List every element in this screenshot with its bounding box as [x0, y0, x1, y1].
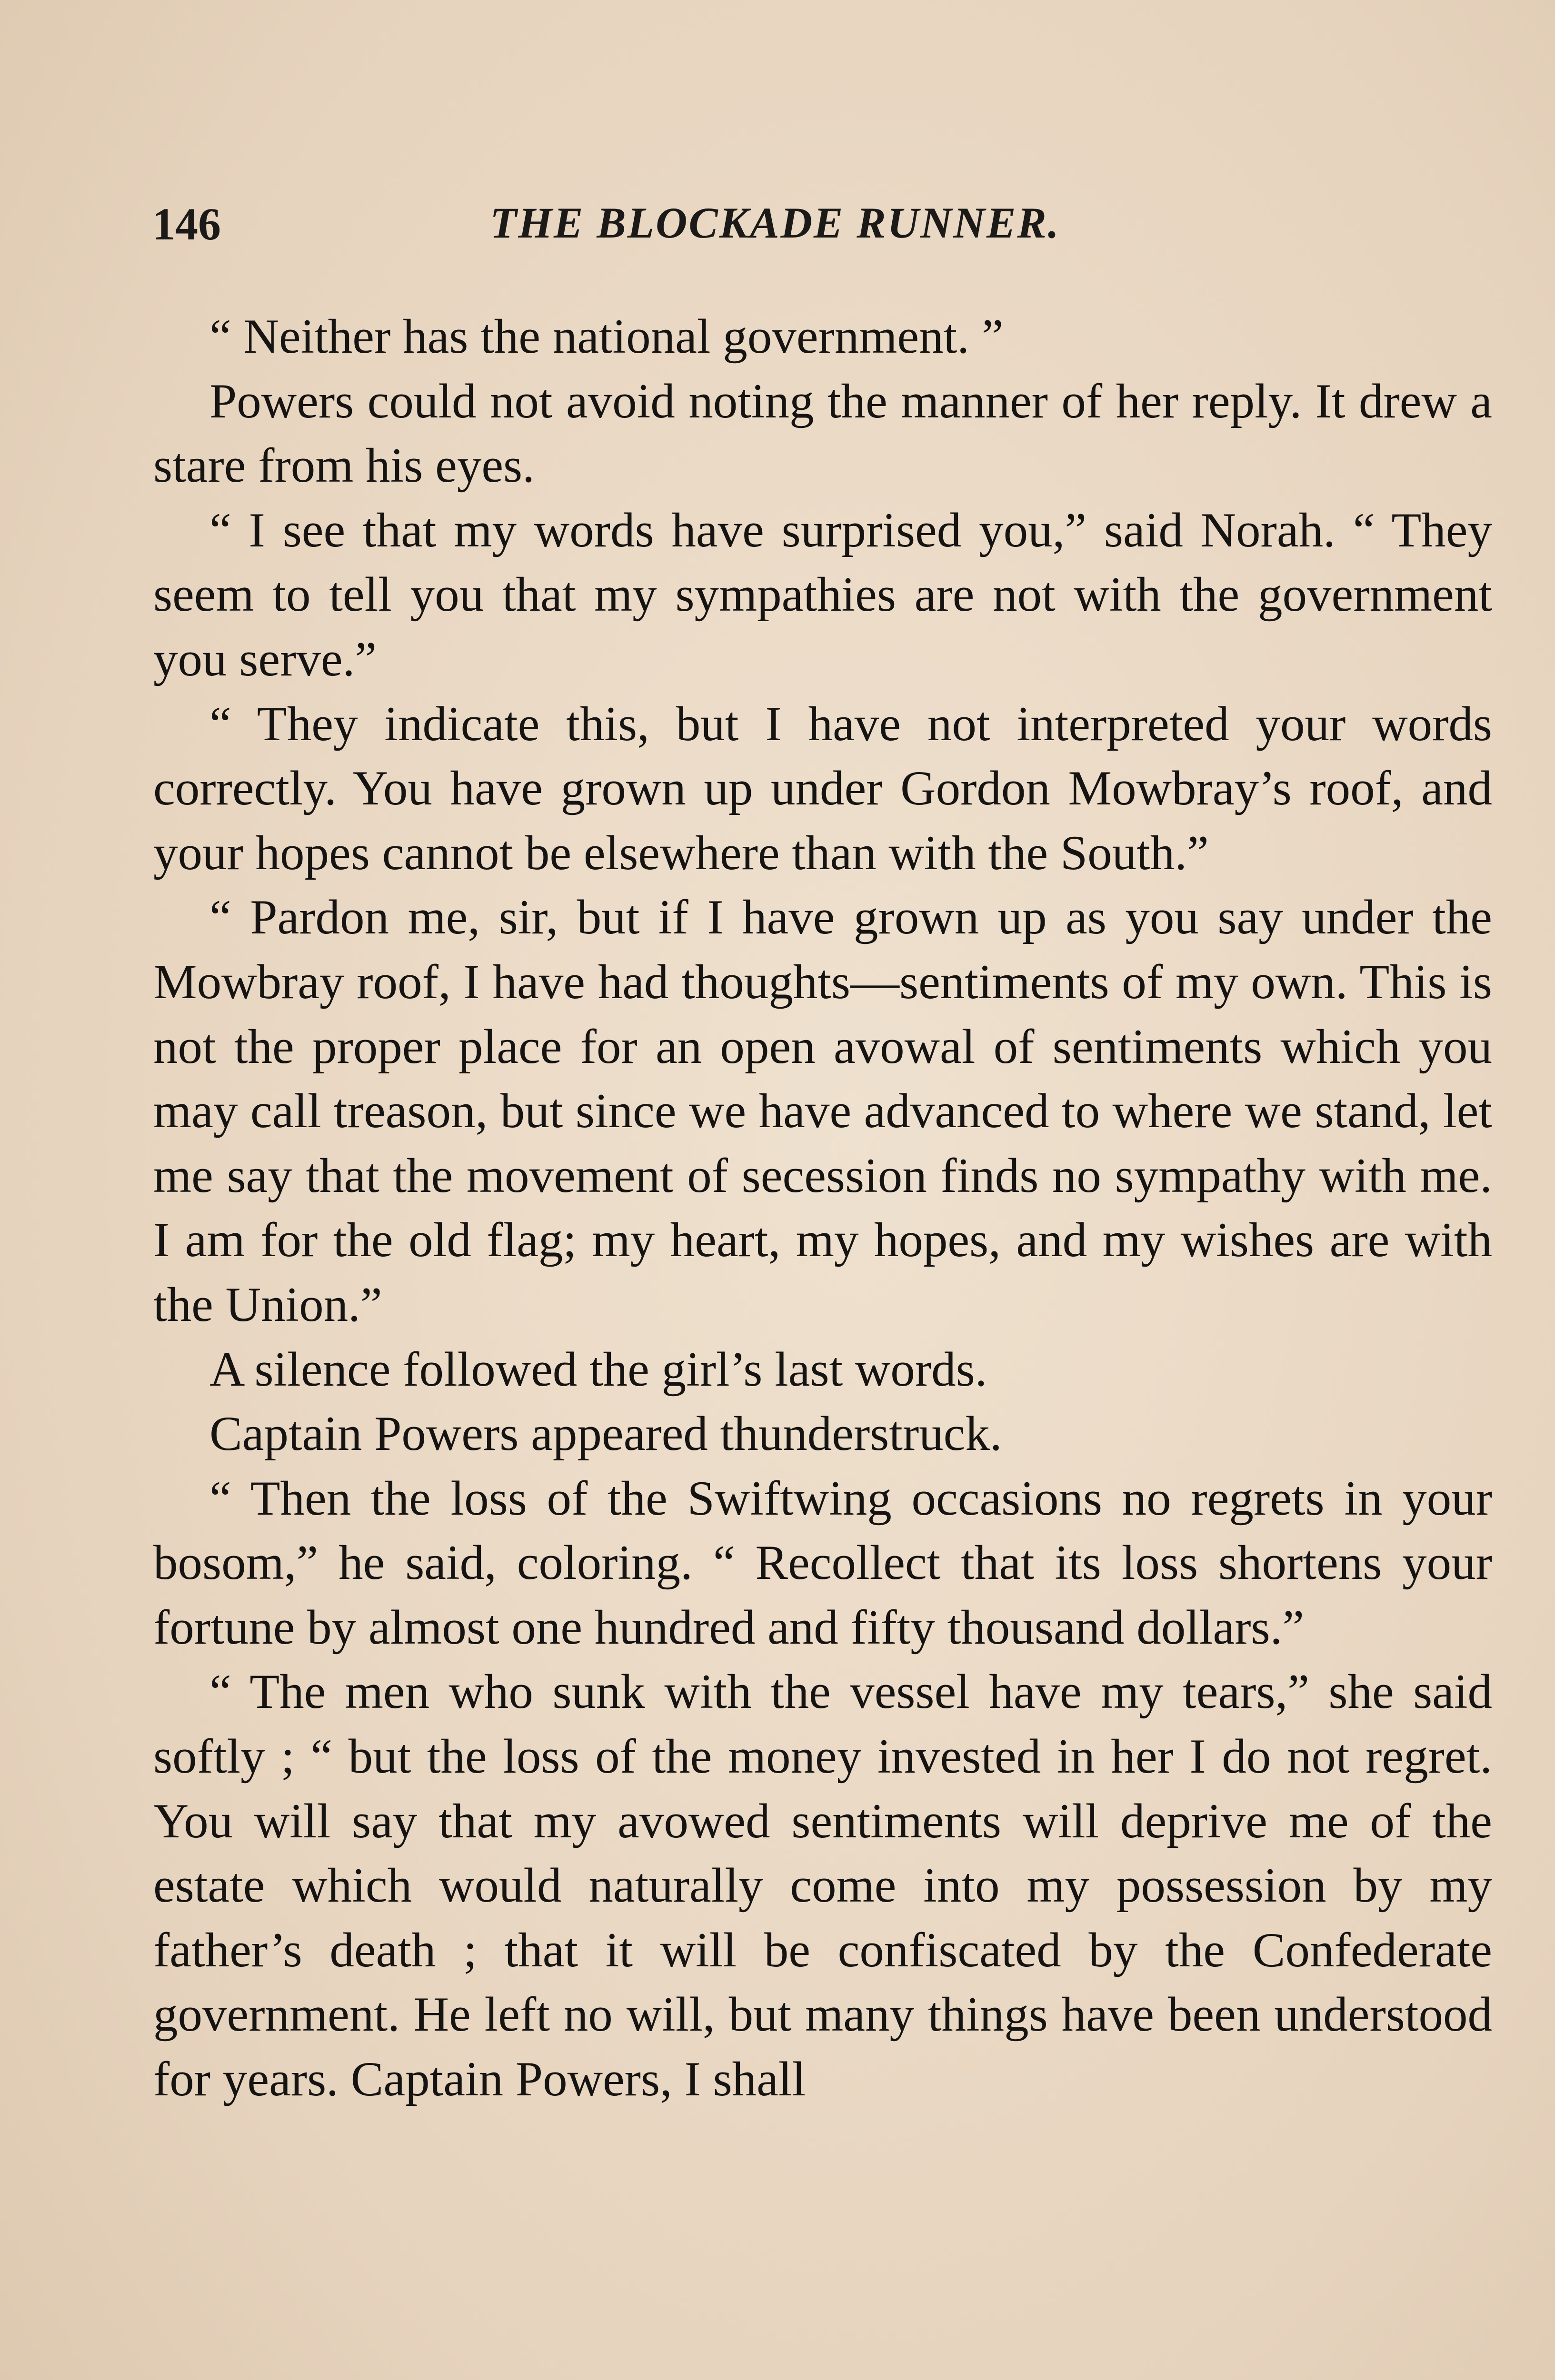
paragraph: “ I see that my words have surprised you,” said Norah. “ They seem to tell you that my sympathies are not with the government you serve.”: [153, 503, 1492, 686]
paragraph: “ Then the loss of the Swiftwing occasions no regrets in your bosom,” he said, coloring. “ Recollect that its loss shortens your fortune by almost one hundred and fifty thousand dollars.”: [153, 1471, 1492, 1655]
page-number: 146: [152, 198, 221, 249]
paragraph: Powers could not avoid noting the manner of her reply. It drew a stare from his eyes.: [153, 374, 1492, 493]
paragraph: Captain Powers appeared thunderstruck.: [209, 1407, 1002, 1461]
body-text: [153, 305, 1492, 2112]
paragraph: A silence followed the girl’s last words.: [209, 1342, 987, 1397]
paragraph: “ The men who sunk with the vessel have my tears,” she said softly ; “ but the loss of the money invested in her I do not regret. You will say that my avowed sentiments will deprive me of the estate which would naturally come into my possession by my father’s death ; that it will be confiscated by the Confederate government. He left no will, but many things have been understood for years. Captain Powers, I shall: [153, 1665, 1492, 2107]
running-title: THE BLOCKADE RUNNER.: [490, 198, 1060, 247]
paragraph: “ Pardon me, sir, but if I have grown up as you say under the Mowbray roof, I have had thoughts—sentiments of my own. This is not the proper place for an open avowal of sentiments which you may call treason, but since we have advanced to where we stand, let me say that the movement of secession finds no sympathy with me. I am for the old flag; my heart, my hopes, and my wishes are with the Union.”: [153, 890, 1492, 1332]
page-header: [152, 188, 1398, 259]
paragraph: “ They indicate this, but I have not interpreted your words correctly. You have grown up under Gordon Mowbray’s roof, and your hopes cannot be elsewhere than with the South.”: [153, 696, 1492, 880]
paragraph: “ Neither has the national government. ”: [209, 309, 1004, 364]
